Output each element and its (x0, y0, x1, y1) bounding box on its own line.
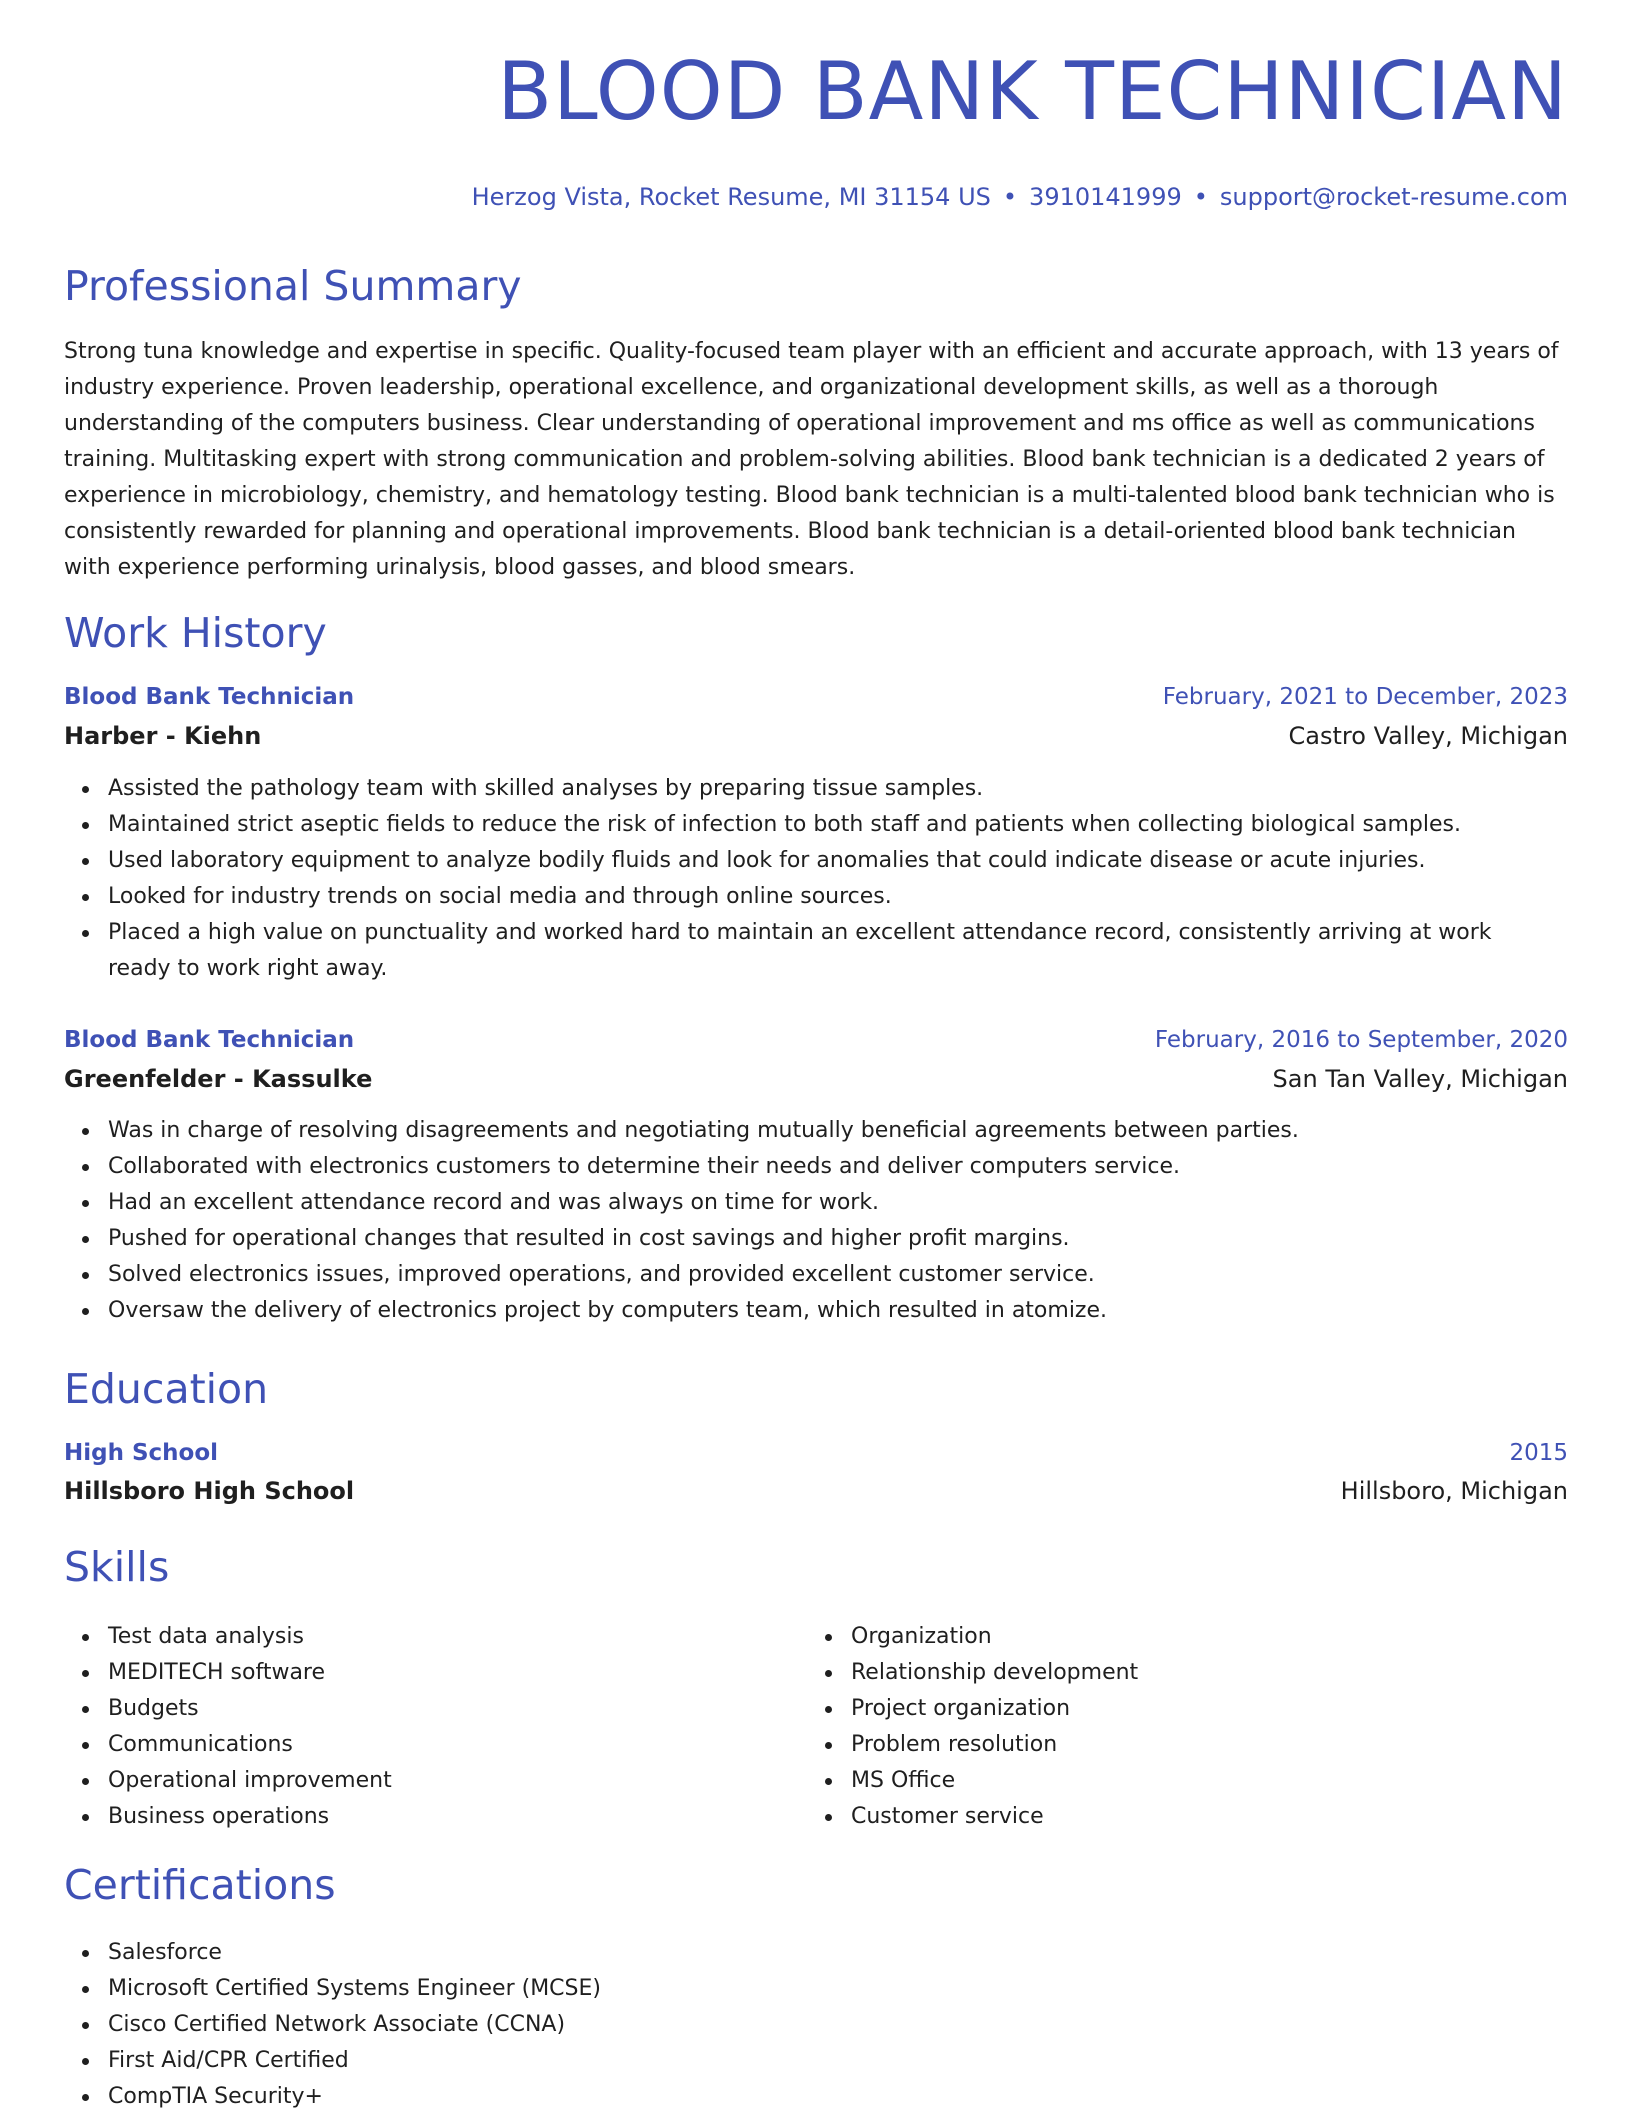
list-item: Assisted the pathology team with skilled analyses by preparing tissue samples. (108, 771, 1568, 807)
skill-item: Problem resolution (851, 1727, 1551, 1763)
certification-item: CompTIA Security+ (108, 2079, 1108, 2115)
job-company: Greenfelder - Kassulke (64, 1065, 373, 1093)
certification-item: Cisco Certified Network Associate (CCNA) (108, 2007, 1108, 2043)
list-item: Solved electronics issues, improved operations, and provided excellent customer service. (108, 1257, 1568, 1293)
list-item: Used laboratory equipment to analyze bodily fluids and look for anomalies that could indicate disease or acute injuries. (108, 843, 1568, 879)
job-role: Blood Bank Technician (64, 1027, 355, 1053)
skills-list-right (807, 1619, 1551, 1835)
job-employer-row (64, 1065, 1568, 1095)
list-item: Maintained strict aseptic fields to reduce the risk of infection to both staff and patients when collecting biological samples. (108, 807, 1568, 843)
education-header (64, 1440, 1568, 1470)
section-title-summary: Professional Summary (64, 262, 522, 310)
certification-item: Salesforce (108, 1935, 1108, 1971)
section-title-skills: Skills (64, 1543, 170, 1591)
job-dates: February, 2016 to September, 2020 (1154, 1027, 1568, 1053)
section-title-work-history: Work History (64, 609, 327, 657)
contact-separator: • (1193, 183, 1208, 211)
education-degree: High School (64, 1440, 219, 1466)
candidate-name: BLOOD BANK TECHNICIAN (497, 45, 1568, 138)
certification-item: Microsoft Certified Systems Engineer (MCSE) (108, 1971, 1108, 2007)
skill-item: Test data analysis (108, 1619, 808, 1655)
list-item: Was in charge of resolving disagreements and negotiating mutually beneficial agreements between parties. (108, 1113, 1568, 1149)
contact-email: support@rocket-resume.com (1219, 183, 1568, 211)
contact-phone: 3910141999 (1029, 183, 1182, 211)
contact-separator: • (1002, 183, 1018, 211)
skill-item: Project organization (851, 1691, 1551, 1727)
skill-item: Communications (108, 1727, 808, 1763)
skill-item: MEDITECH software (108, 1655, 808, 1691)
list-item: Pushed for operational changes that resulted in cost savings and higher profit margins. (108, 1221, 1568, 1257)
skill-item: Budgets (108, 1691, 808, 1727)
certification-item: First Aid/CPR Certified (108, 2043, 1108, 2079)
contact-line (472, 183, 1568, 211)
list-item: Oversaw the delivery of electronics project by computers team, which resulted in atomize. (108, 1293, 1568, 1329)
list-item: Had an excellent attendance record and was always on time for work. (108, 1185, 1568, 1221)
education-year: 2015 (1509, 1440, 1568, 1466)
job-duties-list (64, 771, 1568, 987)
job-company: Harber - Kiehn (64, 722, 262, 750)
skill-item: Operational improvement (108, 1763, 808, 1799)
job-role: Blood Bank Technician (64, 684, 355, 710)
skills-list-left (64, 1619, 808, 1835)
skill-item: Organization (851, 1619, 1551, 1655)
education-location: Hillsboro, Michigan (1340, 1477, 1568, 1505)
job-location: Castro Valley, Michigan (1288, 722, 1568, 750)
education-school-row (64, 1477, 1568, 1507)
section-title-certifications: Certifications (64, 1861, 336, 1909)
job-header (64, 1027, 1568, 1057)
job-dates: February, 2021 to December, 2023 (1162, 684, 1568, 710)
skill-item: MS Office (851, 1763, 1551, 1799)
contact-address: Herzog Vista, Rocket Resume, MI 31154 US (471, 183, 991, 211)
job-duties-list (64, 1113, 1568, 1329)
summary-text: Strong tuna knowledge and expertise in specific. Quality-focused team player with an efficient and accurate approach, with 13 years of industry experience. Proven leadership, operational excellence, and organizational development skills, as well as a thorough understanding of the computers business. Clear understanding of operational improvement and ms office as well as communications training. Multitasking expert with strong communication and problem-solving abilities. Blood bank technician is a dedicated 2 years of experience in microbiology, chemistry, and hematology testing. Blood bank technician is a multi-talented blood bank technician who is consistently rewarded for planning and operational improvements. Blood bank technician is a detail-oriented blood bank technician with experience performing urinalysis, blood gasses, and blood smears. (64, 339, 1559, 580)
certifications-list (64, 1935, 1108, 2115)
skill-item: Relationship development (851, 1655, 1551, 1691)
list-item: Placed a high value on punctuality and worked hard to maintain an excellent attendance record, consistently arriving at work ready to work right away. (108, 915, 1568, 987)
job-header (64, 684, 1568, 714)
section-title-education: Education (64, 1365, 269, 1413)
list-item: Collaborated with electronics customers to determine their needs and deliver computers service. (108, 1149, 1568, 1185)
skill-item: Business operations (108, 1799, 808, 1835)
skill-item: Customer service (851, 1799, 1551, 1835)
list-item: Looked for industry trends on social media and through online sources. (108, 879, 1568, 915)
job-location: San Tan Valley, Michigan (1272, 1065, 1568, 1093)
job-employer-row (64, 722, 1568, 752)
education-school: Hillsboro High School (64, 1477, 355, 1505)
